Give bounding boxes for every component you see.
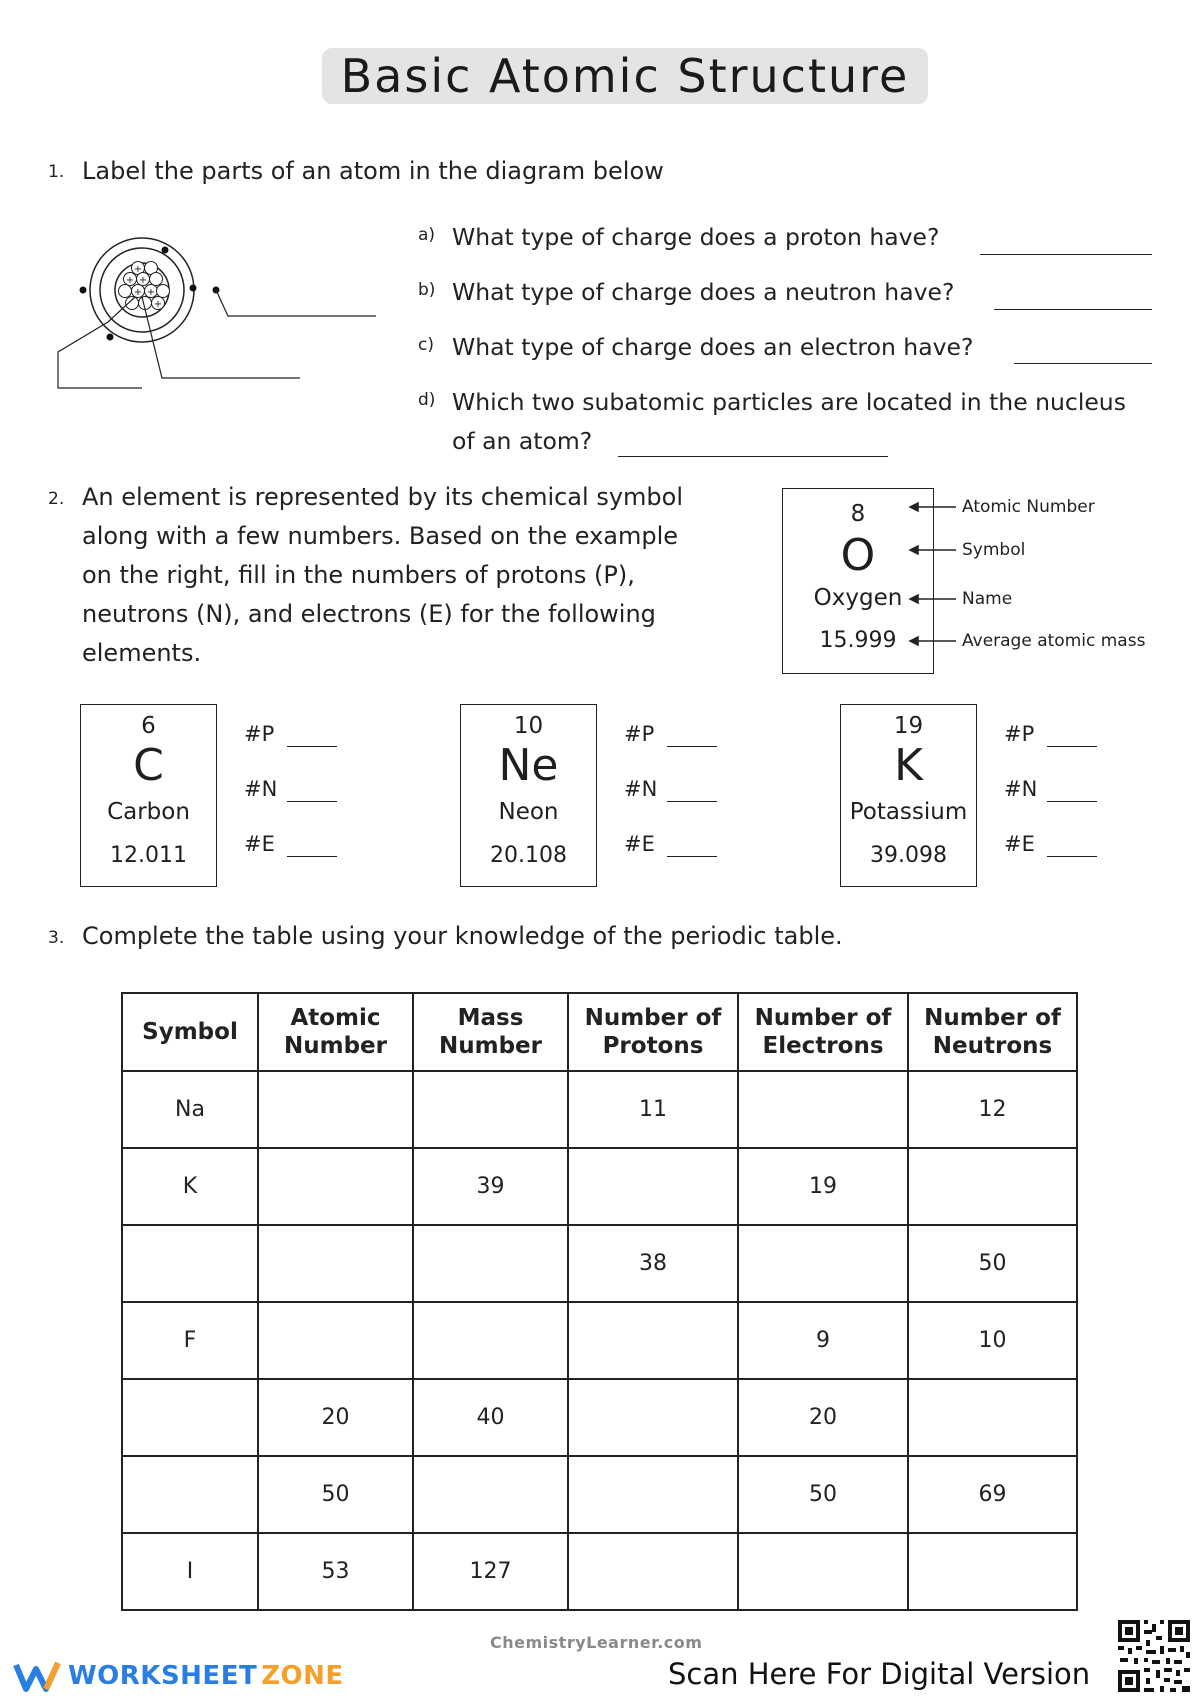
- element-symbol: Ne: [498, 740, 559, 791]
- q3-number: 3.: [48, 928, 65, 948]
- neutrons-label: #N: [1004, 777, 1038, 801]
- neutrons-label: #N: [624, 777, 658, 801]
- element-symbol: K: [894, 740, 923, 791]
- label-leader-lines: [58, 290, 376, 388]
- header-neutrons: Number of Neutrons: [908, 993, 1077, 1071]
- q2-prompt-line: on the right, fill in the numbers of protons (P),: [82, 561, 635, 589]
- qr-code-icon[interactable]: [1116, 1618, 1192, 1694]
- header-symbol: Symbol: [122, 993, 258, 1071]
- table-cell[interactable]: [908, 1148, 1077, 1225]
- q1b-answer-blank[interactable]: [994, 309, 1152, 310]
- q2-prompt-line: along with a few numbers. Based on the example: [82, 522, 679, 550]
- element-symbol: C: [133, 740, 164, 791]
- table-row: [122, 1071, 1077, 1148]
- q1a-text: What type of charge does a proton have?: [452, 223, 940, 251]
- q1a-letter: a): [418, 225, 436, 245]
- q1d-text-continued: of an atom?: [452, 427, 593, 455]
- table-cell[interactable]: F: [122, 1302, 258, 1379]
- table-cell[interactable]: [413, 1071, 568, 1148]
- carbon-electrons-blank[interactable]: [287, 856, 337, 857]
- table-cell[interactable]: [413, 1456, 568, 1533]
- table-cell[interactable]: [908, 1533, 1077, 1610]
- table-row: [122, 1456, 1077, 1533]
- table-cell[interactable]: [258, 1148, 413, 1225]
- table-cell[interactable]: 9: [738, 1302, 908, 1379]
- example-name: Oxygen: [813, 585, 903, 611]
- header-mass-number: Mass Number: [413, 993, 568, 1071]
- table-cell[interactable]: 20: [258, 1379, 413, 1456]
- carbon-neutrons-blank[interactable]: [287, 801, 337, 802]
- table-cell[interactable]: 38: [568, 1225, 738, 1302]
- q1-prompt: Label the parts of an atom in the diagram below: [82, 157, 664, 185]
- element-box-potassium: [840, 704, 977, 887]
- table-cell[interactable]: 127: [413, 1533, 568, 1610]
- q2-prompt: [82, 478, 683, 673]
- potassium-protons-blank[interactable]: [1047, 746, 1097, 747]
- table-cell[interactable]: [568, 1456, 738, 1533]
- electrons-label: #E: [244, 832, 275, 856]
- proton-sign: +: [125, 275, 135, 286]
- neon-protons-blank[interactable]: [667, 746, 717, 747]
- table-cell[interactable]: [738, 1533, 908, 1610]
- element-mass: 39.098: [870, 843, 947, 868]
- table-cell[interactable]: [738, 1071, 908, 1148]
- table-cell[interactable]: 50: [738, 1456, 908, 1533]
- element-atomic-number: 6: [141, 713, 156, 739]
- neon-electrons-blank[interactable]: [667, 856, 717, 857]
- potassium-electrons-blank[interactable]: [1047, 856, 1097, 857]
- element-atomic-number: 19: [893, 713, 924, 739]
- q2-number: 2.: [48, 489, 65, 509]
- table-cell[interactable]: 53: [258, 1533, 413, 1610]
- q1a-answer-blank[interactable]: [980, 254, 1152, 255]
- worksheet-zone-logo[interactable]: [12, 1656, 344, 1696]
- q1c-text: What type of charge does an electron have?: [452, 333, 974, 361]
- table-cell[interactable]: [413, 1225, 568, 1302]
- table-cell[interactable]: [568, 1302, 738, 1379]
- periodic-data-table: [121, 992, 1078, 1611]
- table-cell[interactable]: [258, 1302, 413, 1379]
- header-electrons: Number of Electrons: [738, 993, 908, 1071]
- table-cell[interactable]: [568, 1148, 738, 1225]
- q3-prompt: Complete the table using your knowledge of the periodic table.: [82, 922, 843, 950]
- element-box-neon: [460, 704, 597, 887]
- table-cell[interactable]: [122, 1379, 258, 1456]
- header-atomic-number: Atomic Number: [258, 993, 413, 1071]
- element-mass: 12.011: [110, 843, 187, 868]
- element-name: Potassium: [849, 799, 968, 825]
- q1b-text: What type of charge does a neutron have?: [452, 278, 955, 306]
- table-cell[interactable]: [122, 1225, 258, 1302]
- example-symbol: O: [840, 530, 876, 581]
- example-atomic-number: 8: [850, 501, 866, 527]
- q2-prompt-line: An element is represented by its chemical symbol: [82, 483, 683, 511]
- table-cell[interactable]: 12: [908, 1071, 1077, 1148]
- table-cell[interactable]: 11: [568, 1071, 738, 1148]
- electrons-label: #E: [624, 832, 655, 856]
- q1b-letter: b): [418, 280, 436, 300]
- q2-prompt-line: elements.: [82, 639, 202, 667]
- table-cell[interactable]: [568, 1379, 738, 1456]
- table-row: [122, 1225, 1077, 1302]
- logo-word-zone: ZONE: [261, 1661, 344, 1691]
- element-atomic-number: 10: [513, 713, 544, 739]
- q1d-text: Which two subatomic particles are located in the nucleus: [452, 388, 1126, 416]
- table-row: [122, 1148, 1077, 1225]
- neon-neutrons-blank[interactable]: [667, 801, 717, 802]
- protons-label: #P: [1004, 722, 1035, 746]
- q1d-answer-blank[interactable]: [618, 456, 888, 457]
- element-name: Carbon: [107, 799, 190, 825]
- legend-name: Name: [962, 589, 1013, 609]
- proton-sign: +: [153, 299, 163, 310]
- table-cell[interactable]: [738, 1225, 908, 1302]
- potassium-neutrons-blank[interactable]: [1047, 801, 1097, 802]
- q2-prompt-line: neutrons (N), and electrons (E) for the following: [82, 600, 656, 628]
- table-cell[interactable]: 69: [908, 1456, 1077, 1533]
- proton-sign: +: [133, 287, 143, 298]
- neutrons-label: #N: [244, 777, 278, 801]
- header-protons: Number of Protons: [568, 993, 738, 1071]
- table-cell[interactable]: [122, 1456, 258, 1533]
- legend-arrows: [908, 495, 958, 655]
- table-cell[interactable]: 19: [738, 1148, 908, 1225]
- logo-word-worksheet: WORKSHEET: [68, 1661, 258, 1691]
- carbon-protons-blank[interactable]: [287, 746, 337, 747]
- table-cell[interactable]: [908, 1379, 1077, 1456]
- table-cell[interactable]: Na: [122, 1071, 258, 1148]
- proton-sign: +: [133, 264, 143, 275]
- element-box-carbon: [80, 704, 217, 887]
- table-cell[interactable]: I: [122, 1533, 258, 1610]
- table-cell[interactable]: [568, 1533, 738, 1610]
- example-mass: 15.999: [819, 628, 897, 653]
- table-row: [122, 1302, 1077, 1379]
- q1c-answer-blank[interactable]: [1014, 363, 1152, 364]
- protons-label: #P: [624, 722, 655, 746]
- table-cell[interactable]: 50: [258, 1456, 413, 1533]
- table-cell[interactable]: 20: [738, 1379, 908, 1456]
- legend-atomic-number: Atomic Number: [962, 497, 1095, 517]
- worksheet-zone-logo-icon: [12, 1659, 62, 1693]
- element-mass: 20.108: [490, 843, 567, 868]
- table-cell[interactable]: [258, 1225, 413, 1302]
- table-row: [122, 1533, 1077, 1610]
- page-title: Basic Atomic Structure: [322, 48, 928, 104]
- table-cell[interactable]: 40: [413, 1379, 568, 1456]
- table-cell[interactable]: 50: [908, 1225, 1077, 1302]
- table-row: [122, 1379, 1077, 1456]
- protons-label: #P: [244, 722, 275, 746]
- electrons-label: #E: [1004, 832, 1035, 856]
- scan-instruction: Scan Here For Digital Version: [668, 1657, 1091, 1691]
- proton-sign: +: [138, 275, 148, 286]
- proton-sign: +: [146, 287, 156, 298]
- atom-diagram-icon: [50, 212, 390, 402]
- legend-average-atomic-mass: Average atomic mass: [962, 631, 1146, 651]
- q1-number: 1.: [48, 162, 65, 182]
- legend-symbol: Symbol: [962, 540, 1026, 560]
- table-header-row: [122, 993, 1077, 1071]
- table-cell[interactable]: [413, 1302, 568, 1379]
- table-cell[interactable]: K: [122, 1148, 258, 1225]
- q1c-letter: c): [418, 335, 434, 355]
- table-cell[interactable]: [258, 1071, 413, 1148]
- q1d-letter: d): [418, 390, 436, 410]
- footer-site-credit: ChemistryLearner.com: [490, 1633, 703, 1652]
- element-name: Neon: [498, 799, 559, 825]
- table-cell[interactable]: 39: [413, 1148, 568, 1225]
- table-cell[interactable]: 10: [908, 1302, 1077, 1379]
